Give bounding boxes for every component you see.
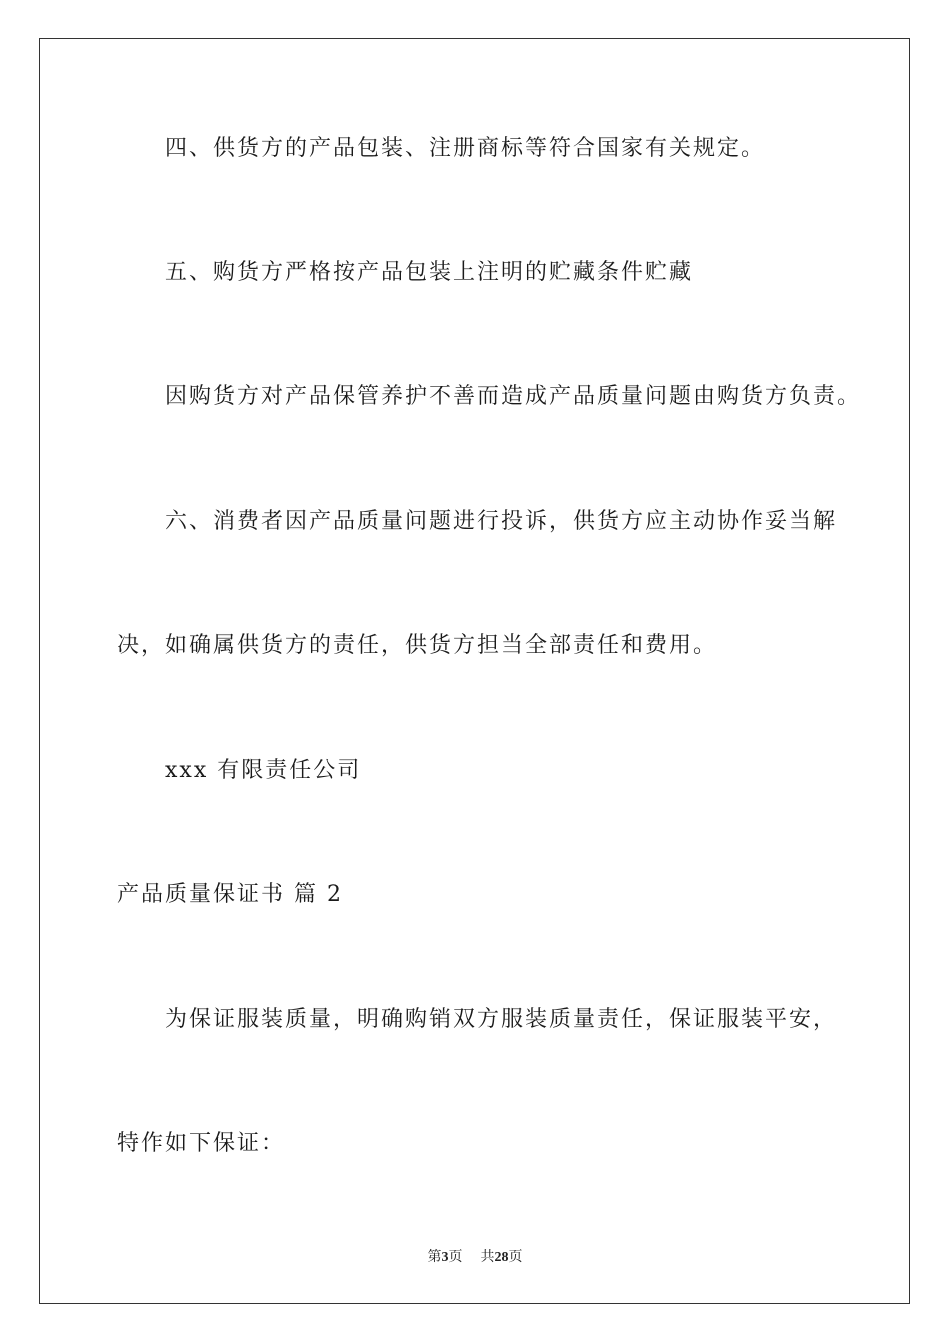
section-heading: 产品质量保证书 篇 2 — [117, 882, 343, 907]
page-border — [39, 38, 910, 1304]
paragraph-intro-line-2: 特作如下保证： — [117, 1131, 286, 1156]
paragraph-4: 四、供货方的产品包装、注册商标等符合国家有关规定。 — [165, 136, 766, 161]
footer-total-prefix: 共 — [480, 1250, 495, 1265]
page-footer — [0, 1248, 950, 1268]
paragraph-6-line-1: 六、消费者因产品质量问题进行投诉，供货方应主动协作妥当解 — [165, 509, 838, 534]
footer-page-suffix: 页 — [448, 1250, 463, 1265]
paragraph-5: 五、购货方严格按产品包装上注明的贮藏条件贮藏 — [165, 260, 694, 285]
footer-prefix: 第 — [427, 1250, 442, 1265]
footer-total-pages: 28 — [494, 1250, 509, 1265]
paragraph-6-line-2: 决，如确属供货方的责任，供货方担当全部责任和费用。 — [117, 633, 718, 658]
footer-current-page: 3 — [441, 1250, 449, 1265]
paragraph-intro-line-1: 为保证服装质量，明确购销双方服装质量责任，保证服装平安， — [165, 1007, 838, 1032]
paragraph-5-continuation: 因购货方对产品保管养护不善而造成产品质量问题由购货方负责。 — [165, 384, 862, 409]
company-name: xxx 有限责任公司 — [165, 758, 362, 783]
footer-total-suffix: 页 — [508, 1250, 523, 1265]
